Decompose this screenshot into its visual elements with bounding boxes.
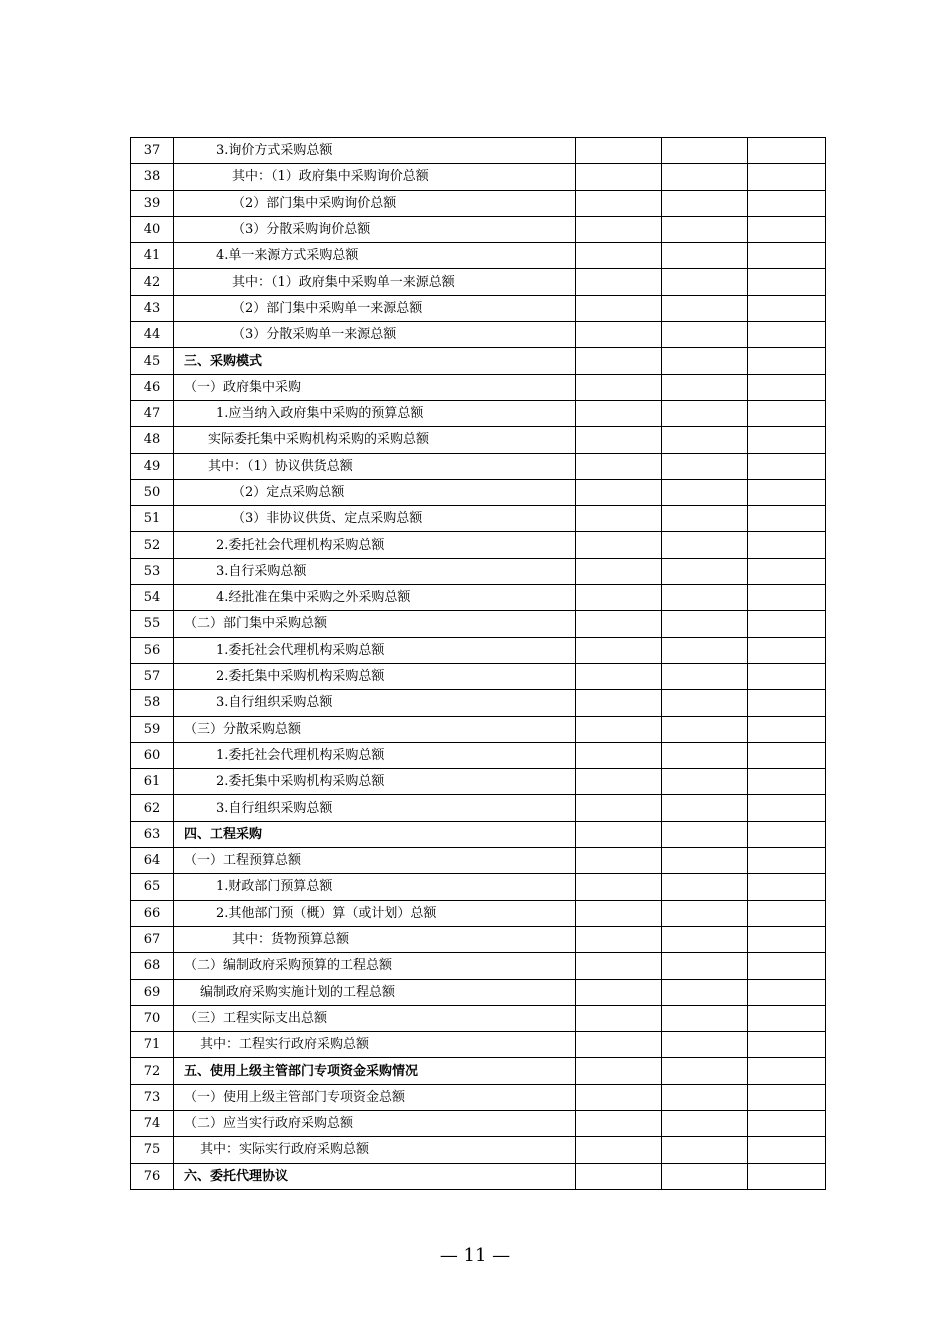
value-cell-2 bbox=[662, 1084, 748, 1110]
row-number: 46 bbox=[131, 374, 174, 400]
row-number: 37 bbox=[131, 138, 174, 164]
row-number: 69 bbox=[131, 979, 174, 1005]
value-cell-3 bbox=[748, 532, 826, 558]
row-number: 44 bbox=[131, 322, 174, 348]
row-number: 63 bbox=[131, 821, 174, 847]
row-item-label: （三）分散采购总额 bbox=[174, 716, 576, 742]
value-cell-3 bbox=[748, 295, 826, 321]
value-cell-1 bbox=[576, 795, 662, 821]
table-row bbox=[131, 953, 826, 979]
table-row bbox=[131, 453, 826, 479]
table-row bbox=[131, 138, 826, 164]
value-cell-2 bbox=[662, 1005, 748, 1031]
table-row bbox=[131, 585, 826, 611]
value-cell-3 bbox=[748, 348, 826, 374]
value-cell-1 bbox=[576, 322, 662, 348]
value-cell-2 bbox=[662, 716, 748, 742]
row-item-label: 其中：（1）协议供货总额 bbox=[174, 453, 576, 479]
value-cell-1 bbox=[576, 427, 662, 453]
value-cell-2 bbox=[662, 1137, 748, 1163]
value-cell-2 bbox=[662, 742, 748, 768]
value-cell-3 bbox=[748, 400, 826, 426]
value-cell-2 bbox=[662, 269, 748, 295]
row-number: 66 bbox=[131, 900, 174, 926]
value-cell-1 bbox=[576, 216, 662, 242]
row-item-label: （二）应当实行政府采购总额 bbox=[174, 1110, 576, 1136]
value-cell-2 bbox=[662, 1163, 748, 1189]
table-row bbox=[131, 690, 826, 716]
value-cell-2 bbox=[662, 663, 748, 689]
value-cell-3 bbox=[748, 243, 826, 269]
value-cell-3 bbox=[748, 716, 826, 742]
value-cell-3 bbox=[748, 506, 826, 532]
value-cell-3 bbox=[748, 558, 826, 584]
row-number: 64 bbox=[131, 848, 174, 874]
value-cell-3 bbox=[748, 374, 826, 400]
value-cell-3 bbox=[748, 637, 826, 663]
row-number: 52 bbox=[131, 532, 174, 558]
value-cell-3 bbox=[748, 821, 826, 847]
table-row bbox=[131, 821, 826, 847]
value-cell-3 bbox=[748, 269, 826, 295]
row-number: 41 bbox=[131, 243, 174, 269]
table-row bbox=[131, 742, 826, 768]
value-cell-2 bbox=[662, 138, 748, 164]
value-cell-2 bbox=[662, 769, 748, 795]
value-cell-2 bbox=[662, 558, 748, 584]
value-cell-1 bbox=[576, 374, 662, 400]
value-cell-3 bbox=[748, 874, 826, 900]
value-cell-1 bbox=[576, 479, 662, 505]
row-item-label: 其中：实际实行政府采购总额 bbox=[174, 1137, 576, 1163]
value-cell-1 bbox=[576, 979, 662, 1005]
row-item-label: 3.自行组织采购总额 bbox=[174, 795, 576, 821]
table-row bbox=[131, 900, 826, 926]
row-number: 75 bbox=[131, 1137, 174, 1163]
value-cell-1 bbox=[576, 874, 662, 900]
table-row bbox=[131, 190, 826, 216]
row-item-label: （三）工程实际支出总额 bbox=[174, 1005, 576, 1031]
value-cell-1 bbox=[576, 585, 662, 611]
row-number: 73 bbox=[131, 1084, 174, 1110]
row-number: 47 bbox=[131, 400, 174, 426]
value-cell-1 bbox=[576, 690, 662, 716]
table-row bbox=[131, 926, 826, 952]
row-number: 39 bbox=[131, 190, 174, 216]
table-row bbox=[131, 348, 826, 374]
row-number: 60 bbox=[131, 742, 174, 768]
value-cell-3 bbox=[748, 216, 826, 242]
row-number: 65 bbox=[131, 874, 174, 900]
value-cell-3 bbox=[748, 164, 826, 190]
row-item-label: 1.财政部门预算总额 bbox=[174, 874, 576, 900]
row-number: 38 bbox=[131, 164, 174, 190]
table-row bbox=[131, 479, 826, 505]
row-item-label: （2）部门集中采购询价总额 bbox=[174, 190, 576, 216]
value-cell-3 bbox=[748, 1032, 826, 1058]
value-cell-2 bbox=[662, 953, 748, 979]
value-cell-1 bbox=[576, 742, 662, 768]
value-cell-2 bbox=[662, 1110, 748, 1136]
row-item-label: 四、工程采购 bbox=[174, 821, 576, 847]
row-item-label: （一）使用上级主管部门专项资金总额 bbox=[174, 1084, 576, 1110]
row-number: 56 bbox=[131, 637, 174, 663]
table-row bbox=[131, 1032, 826, 1058]
value-cell-3 bbox=[748, 138, 826, 164]
row-number: 55 bbox=[131, 611, 174, 637]
value-cell-3 bbox=[748, 979, 826, 1005]
table-row bbox=[131, 848, 826, 874]
table-row bbox=[131, 1163, 826, 1189]
value-cell-1 bbox=[576, 269, 662, 295]
row-item-label: 3.自行采购总额 bbox=[174, 558, 576, 584]
value-cell-1 bbox=[576, 1084, 662, 1110]
row-item-label: 其中：工程实行政府采购总额 bbox=[174, 1032, 576, 1058]
value-cell-3 bbox=[748, 1005, 826, 1031]
value-cell-1 bbox=[576, 164, 662, 190]
value-cell-2 bbox=[662, 821, 748, 847]
row-item-label: 3.自行组织采购总额 bbox=[174, 690, 576, 716]
value-cell-2 bbox=[662, 322, 748, 348]
row-number: 57 bbox=[131, 663, 174, 689]
value-cell-1 bbox=[576, 1110, 662, 1136]
value-cell-2 bbox=[662, 795, 748, 821]
row-number: 67 bbox=[131, 926, 174, 952]
row-item-label: 三、采购模式 bbox=[174, 348, 576, 374]
value-cell-1 bbox=[576, 453, 662, 479]
value-cell-1 bbox=[576, 138, 662, 164]
value-cell-2 bbox=[662, 637, 748, 663]
row-number: 45 bbox=[131, 348, 174, 374]
value-cell-2 bbox=[662, 400, 748, 426]
table-row bbox=[131, 611, 826, 637]
value-cell-3 bbox=[748, 611, 826, 637]
value-cell-1 bbox=[576, 506, 662, 532]
row-number: 42 bbox=[131, 269, 174, 295]
value-cell-3 bbox=[748, 663, 826, 689]
statistics-table bbox=[130, 137, 826, 1190]
table-row bbox=[131, 1005, 826, 1031]
table-row bbox=[131, 164, 826, 190]
value-cell-2 bbox=[662, 611, 748, 637]
value-cell-1 bbox=[576, 848, 662, 874]
row-number: 49 bbox=[131, 453, 174, 479]
value-cell-2 bbox=[662, 690, 748, 716]
row-item-label: 2.委托集中采购机构采购总额 bbox=[174, 663, 576, 689]
row-number: 72 bbox=[131, 1058, 174, 1084]
row-item-label: 1.委托社会代理机构采购总额 bbox=[174, 637, 576, 663]
table-row bbox=[131, 374, 826, 400]
table-row bbox=[131, 874, 826, 900]
row-number: 53 bbox=[131, 558, 174, 584]
value-cell-3 bbox=[748, 1137, 826, 1163]
row-item-label: 3.询价方式采购总额 bbox=[174, 138, 576, 164]
table-row bbox=[131, 243, 826, 269]
row-number: 51 bbox=[131, 506, 174, 532]
row-item-label: 五、使用上级主管部门专项资金采购情况 bbox=[174, 1058, 576, 1084]
table-row bbox=[131, 400, 826, 426]
row-item-label: 其中：（1）政府集中采购单一来源总额 bbox=[174, 269, 576, 295]
value-cell-2 bbox=[662, 348, 748, 374]
value-cell-3 bbox=[748, 427, 826, 453]
row-number: 43 bbox=[131, 295, 174, 321]
row-number: 68 bbox=[131, 953, 174, 979]
value-cell-3 bbox=[748, 1110, 826, 1136]
value-cell-2 bbox=[662, 585, 748, 611]
value-cell-2 bbox=[662, 848, 748, 874]
row-item-label: 4.单一来源方式采购总额 bbox=[174, 243, 576, 269]
table-row bbox=[131, 506, 826, 532]
table-row bbox=[131, 216, 826, 242]
value-cell-2 bbox=[662, 374, 748, 400]
value-cell-1 bbox=[576, 400, 662, 426]
value-cell-3 bbox=[748, 190, 826, 216]
value-cell-3 bbox=[748, 690, 826, 716]
row-item-label: 2.委托社会代理机构采购总额 bbox=[174, 532, 576, 558]
value-cell-1 bbox=[576, 295, 662, 321]
value-cell-3 bbox=[748, 848, 826, 874]
row-item-label: 1.应当纳入政府集中采购的预算总额 bbox=[174, 400, 576, 426]
row-number: 76 bbox=[131, 1163, 174, 1189]
value-cell-3 bbox=[748, 1058, 826, 1084]
table-row bbox=[131, 637, 826, 663]
value-cell-1 bbox=[576, 532, 662, 558]
table-row bbox=[131, 269, 826, 295]
row-number: 71 bbox=[131, 1032, 174, 1058]
value-cell-1 bbox=[576, 716, 662, 742]
row-number: 48 bbox=[131, 427, 174, 453]
row-item-label: 2.其他部门预（概）算（或计划）总额 bbox=[174, 900, 576, 926]
value-cell-1 bbox=[576, 611, 662, 637]
value-cell-1 bbox=[576, 348, 662, 374]
page-number: — 11 — bbox=[439, 1245, 511, 1266]
table-row bbox=[131, 532, 826, 558]
value-cell-1 bbox=[576, 243, 662, 269]
row-item-label: 编制政府采购实施计划的工程总额 bbox=[174, 979, 576, 1005]
table-row bbox=[131, 1084, 826, 1110]
row-item-label: 实际委托集中采购机构采购的采购总额 bbox=[174, 427, 576, 453]
value-cell-3 bbox=[748, 742, 826, 768]
row-item-label: （3）分散采购询价总额 bbox=[174, 216, 576, 242]
value-cell-3 bbox=[748, 322, 826, 348]
row-item-label: 其中：（1）政府集中采购询价总额 bbox=[174, 164, 576, 190]
row-number: 62 bbox=[131, 795, 174, 821]
row-item-label: （一）政府集中采购 bbox=[174, 374, 576, 400]
value-cell-3 bbox=[748, 479, 826, 505]
row-item-label: （2）部门集中采购单一来源总额 bbox=[174, 295, 576, 321]
value-cell-1 bbox=[576, 1032, 662, 1058]
row-number: 74 bbox=[131, 1110, 174, 1136]
value-cell-1 bbox=[576, 1005, 662, 1031]
value-cell-2 bbox=[662, 532, 748, 558]
value-cell-2 bbox=[662, 874, 748, 900]
value-cell-2 bbox=[662, 926, 748, 952]
value-cell-2 bbox=[662, 216, 748, 242]
table-row bbox=[131, 295, 826, 321]
value-cell-2 bbox=[662, 506, 748, 532]
value-cell-3 bbox=[748, 585, 826, 611]
value-cell-2 bbox=[662, 900, 748, 926]
row-item-label: （3）分散采购单一来源总额 bbox=[174, 322, 576, 348]
value-cell-1 bbox=[576, 190, 662, 216]
row-item-label: （二）部门集中采购总额 bbox=[174, 611, 576, 637]
row-number: 50 bbox=[131, 479, 174, 505]
value-cell-2 bbox=[662, 1058, 748, 1084]
table-row bbox=[131, 979, 826, 1005]
value-cell-1 bbox=[576, 769, 662, 795]
value-cell-2 bbox=[662, 453, 748, 479]
table-row bbox=[131, 795, 826, 821]
value-cell-1 bbox=[576, 821, 662, 847]
value-cell-1 bbox=[576, 953, 662, 979]
row-item-label: （2）定点采购总额 bbox=[174, 479, 576, 505]
value-cell-1 bbox=[576, 900, 662, 926]
row-item-label: （二）编制政府采购预算的工程总额 bbox=[174, 953, 576, 979]
value-cell-3 bbox=[748, 900, 826, 926]
row-item-label: 六、委托代理协议 bbox=[174, 1163, 576, 1189]
value-cell-2 bbox=[662, 190, 748, 216]
table-row bbox=[131, 1110, 826, 1136]
value-cell-3 bbox=[748, 953, 826, 979]
table-row bbox=[131, 1137, 826, 1163]
value-cell-1 bbox=[576, 637, 662, 663]
value-cell-2 bbox=[662, 1032, 748, 1058]
row-number: 59 bbox=[131, 716, 174, 742]
value-cell-2 bbox=[662, 295, 748, 321]
row-number: 54 bbox=[131, 585, 174, 611]
row-number: 61 bbox=[131, 769, 174, 795]
row-number: 70 bbox=[131, 1005, 174, 1031]
table-row bbox=[131, 663, 826, 689]
table-body bbox=[131, 138, 826, 1190]
value-cell-2 bbox=[662, 479, 748, 505]
table-row bbox=[131, 427, 826, 453]
value-cell-1 bbox=[576, 1058, 662, 1084]
value-cell-3 bbox=[748, 795, 826, 821]
value-cell-1 bbox=[576, 1163, 662, 1189]
value-cell-3 bbox=[748, 926, 826, 952]
value-cell-3 bbox=[748, 769, 826, 795]
table-row bbox=[131, 716, 826, 742]
value-cell-2 bbox=[662, 979, 748, 1005]
value-cell-3 bbox=[748, 453, 826, 479]
row-item-label: （一）工程预算总额 bbox=[174, 848, 576, 874]
value-cell-2 bbox=[662, 427, 748, 453]
row-number: 58 bbox=[131, 690, 174, 716]
row-item-label: （3）非协议供货、定点采购总额 bbox=[174, 506, 576, 532]
table-row bbox=[131, 322, 826, 348]
row-item-label: 2.委托集中采购机构采购总额 bbox=[174, 769, 576, 795]
table-row bbox=[131, 769, 826, 795]
value-cell-1 bbox=[576, 558, 662, 584]
row-item-label: 其中：货物预算总额 bbox=[174, 926, 576, 952]
value-cell-3 bbox=[748, 1163, 826, 1189]
value-cell-1 bbox=[576, 1137, 662, 1163]
table-row bbox=[131, 1058, 826, 1084]
row-item-label: 4.经批准在集中采购之外采购总额 bbox=[174, 585, 576, 611]
value-cell-1 bbox=[576, 926, 662, 952]
table-row bbox=[131, 558, 826, 584]
value-cell-3 bbox=[748, 1084, 826, 1110]
row-item-label: 1.委托社会代理机构采购总额 bbox=[174, 742, 576, 768]
row-number: 40 bbox=[131, 216, 174, 242]
value-cell-1 bbox=[576, 663, 662, 689]
value-cell-2 bbox=[662, 243, 748, 269]
value-cell-2 bbox=[662, 164, 748, 190]
